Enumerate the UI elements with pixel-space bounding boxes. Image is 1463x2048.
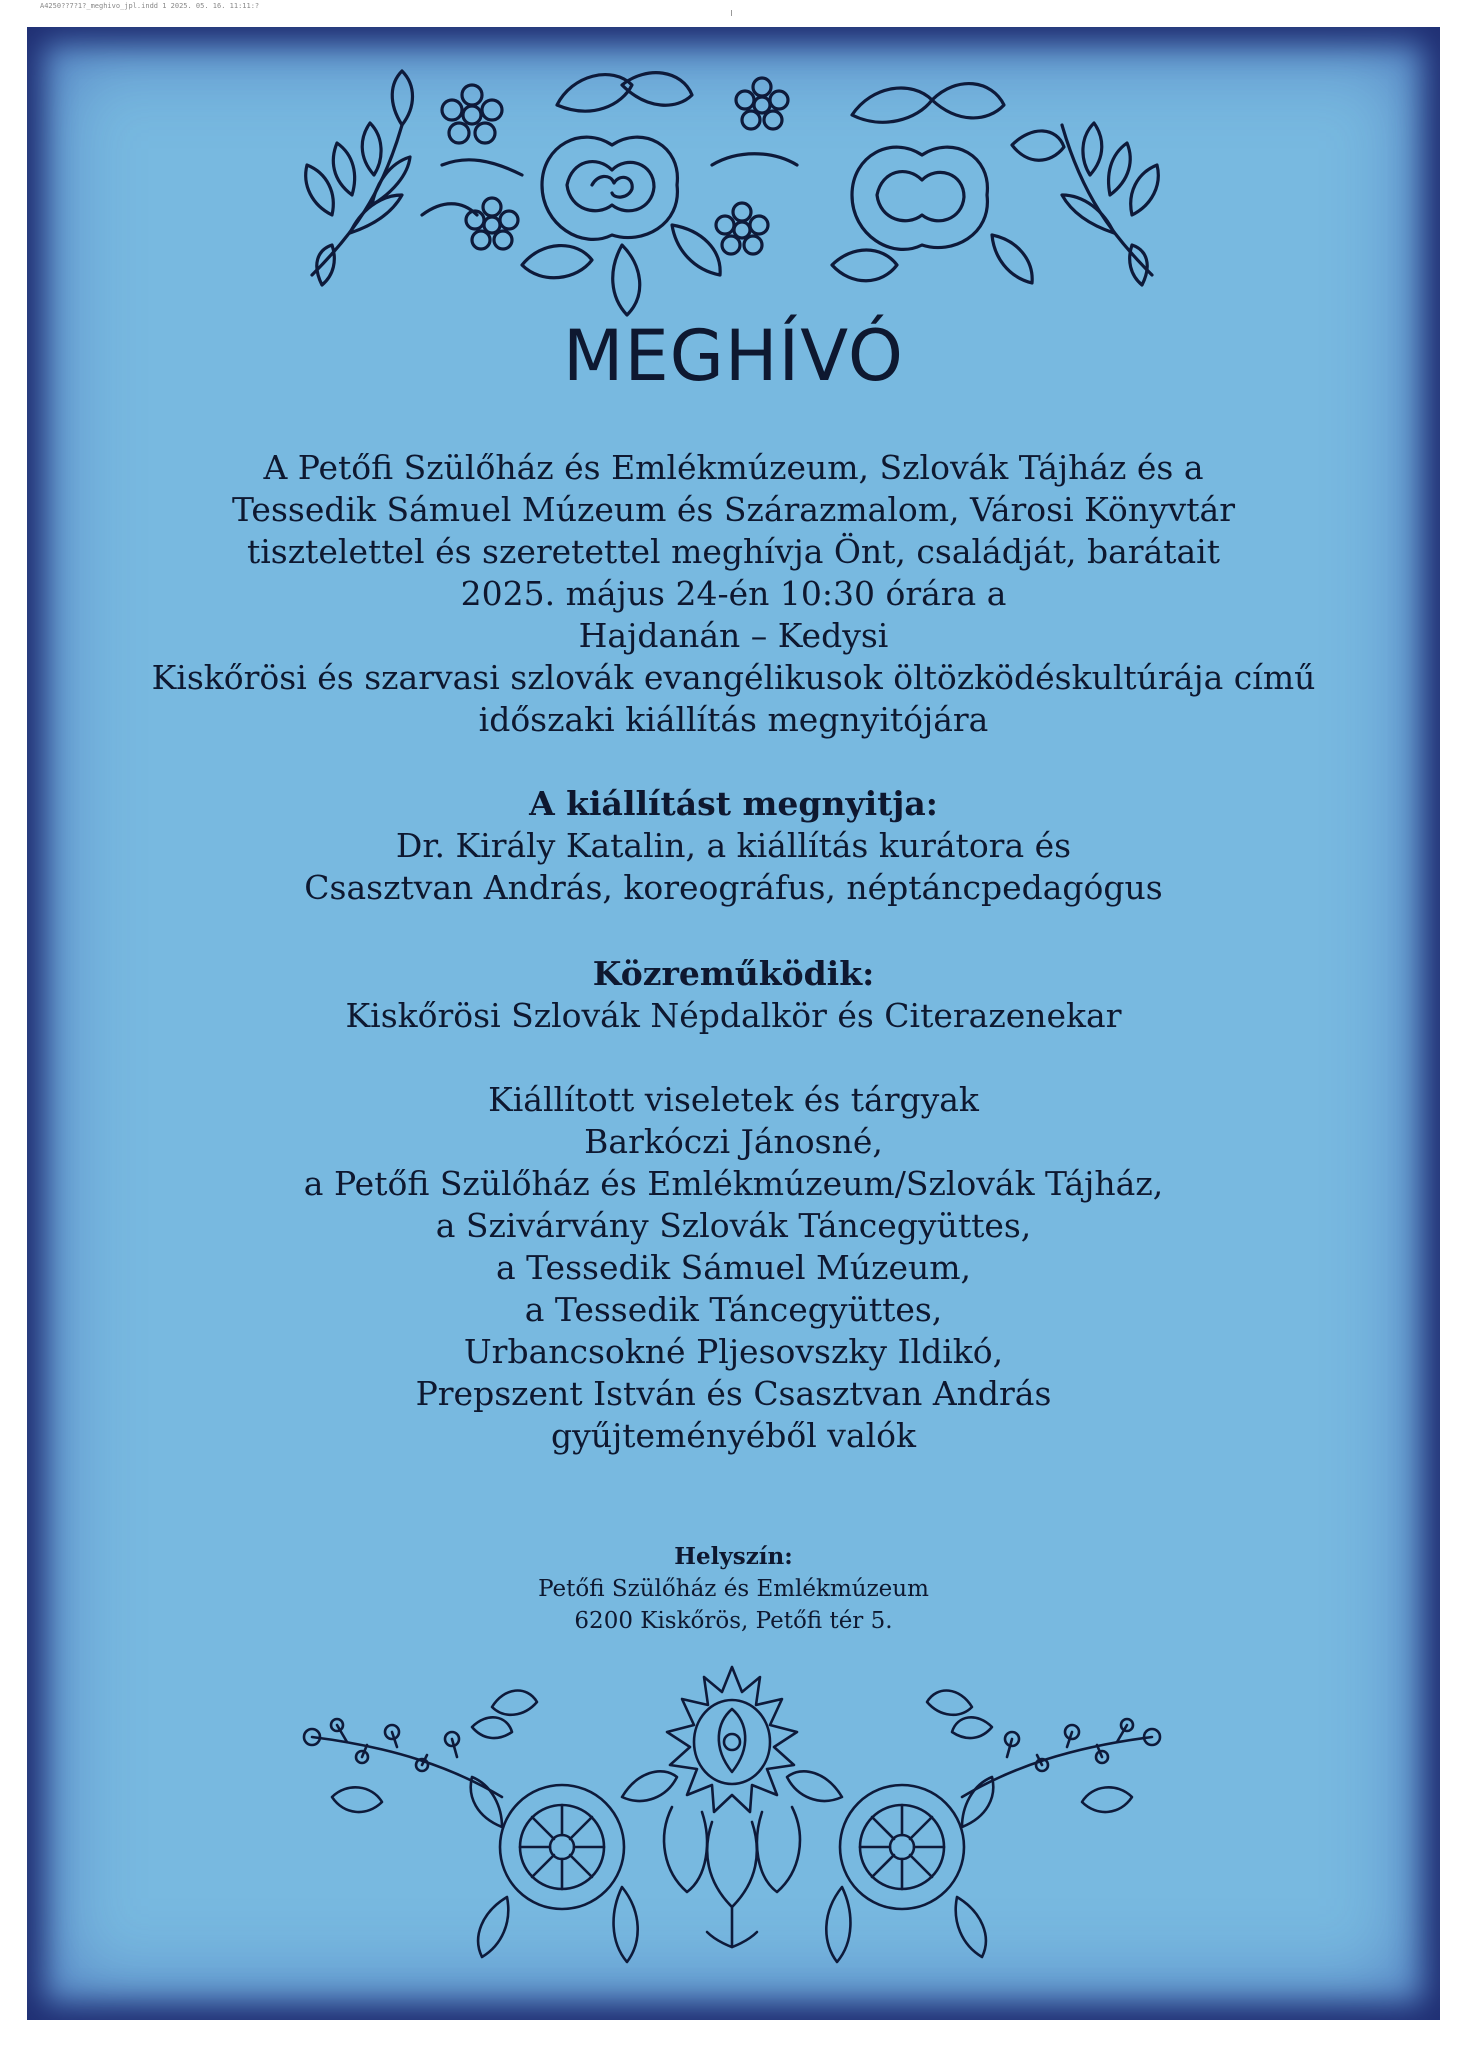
performers-heading: Közreműködik: [592, 954, 875, 993]
intro-line: A Petőfi Szülőház és Emlékmúzeum, Szlovák Tájház és a [263, 448, 1204, 487]
performers-section [27, 953, 1440, 1037]
invitation-sheet [27, 27, 1440, 2020]
event-datetime: 2025. május 24-én 10:30 órára a [460, 574, 1007, 613]
exhibits-line: gyűjteményéből valók [550, 1416, 917, 1455]
opening-speaker: Dr. Király Katalin, a kiállítás kurátora és [395, 826, 1072, 865]
intro-line: időszaki kiállítás megnyitójára [478, 700, 989, 739]
leaf-sprig-icon [306, 71, 413, 285]
exhibits-line: Barkóczi Jánosné, [584, 1122, 883, 1161]
exhibition-title: Hajdanán – Kedysi [578, 616, 889, 655]
exhibits-line: Urbancsokné Pljesovszky Ildikó, [463, 1332, 1004, 1371]
top-floral-ornament [292, 65, 1172, 325]
exhibits-section [27, 1079, 1440, 1457]
exhibits-line: a Petőfi Szülőház és Emlékmúzeum/Szlovák Tájház, [303, 1164, 1164, 1203]
small-flower-icon [422, 85, 522, 249]
performer-name: Kiskőrösi Szlovák Népdalkör és Citerazenekar [345, 996, 1122, 1035]
large-rose-icon [522, 73, 720, 315]
exhibits-line: a Szivárvány Szlovák Táncegyüttes, [435, 1206, 1032, 1245]
opening-heading: A kiállítást megnyitja: [529, 784, 938, 823]
exhibition-subtitle: Kiskőrösi és szarvasi szlovák evangélikusok öltözködéskultúrája című [151, 658, 1316, 697]
bottom-floral-ornament [292, 1647, 1172, 1987]
venue-name: Petőfi Szülőház és Emlékmúzeum [538, 1576, 929, 1602]
berry-branch-icon [304, 1691, 537, 1813]
intro-paragraph [27, 447, 1440, 741]
opening-section [27, 783, 1440, 909]
central-flower-icon [664, 1667, 800, 1947]
berry-branch-icon [927, 1691, 1160, 1813]
crop-mark [731, 10, 732, 16]
small-flower-icon [712, 78, 797, 254]
round-flower-icon [787, 1771, 993, 1962]
intro-line: tisztelettel és szeretettel meghívja Önt, családját, barátait [246, 532, 1221, 571]
exhibits-line: Prepszent István és Csasztvan András [415, 1374, 1052, 1413]
round-flower-icon [471, 1771, 677, 1962]
invitation-body [27, 447, 1440, 1637]
leaf-sprig-icon [1062, 123, 1158, 285]
intro-line: Tessedik Sámuel Múzeum és Szárazmalom, Városi Könyvtár [231, 490, 1236, 529]
exhibits-line: Kiállított viseletek és tárgyak [488, 1080, 979, 1119]
exhibits-line: a Tessedik Táncegyüttes, [524, 1290, 943, 1329]
venue-address: 6200 Kiskőrös, Petőfi tér 5. [574, 1608, 893, 1634]
exhibits-line: a Tessedik Sámuel Múzeum, [495, 1248, 972, 1287]
venue-heading: Helyszín: [674, 1543, 793, 1570]
print-header: A4250??7?1?_meghivo_jpl.indd 1 2025. 05. 16. 11:11:? [40, 2, 260, 10]
venue-section [27, 1541, 1440, 1637]
invitation-title: MEGHÍVÓ [563, 315, 904, 397]
large-rose-icon [832, 84, 1064, 283]
opening-speaker: Csasztvan András, koreográfus, néptáncpedagógus [304, 868, 1163, 907]
